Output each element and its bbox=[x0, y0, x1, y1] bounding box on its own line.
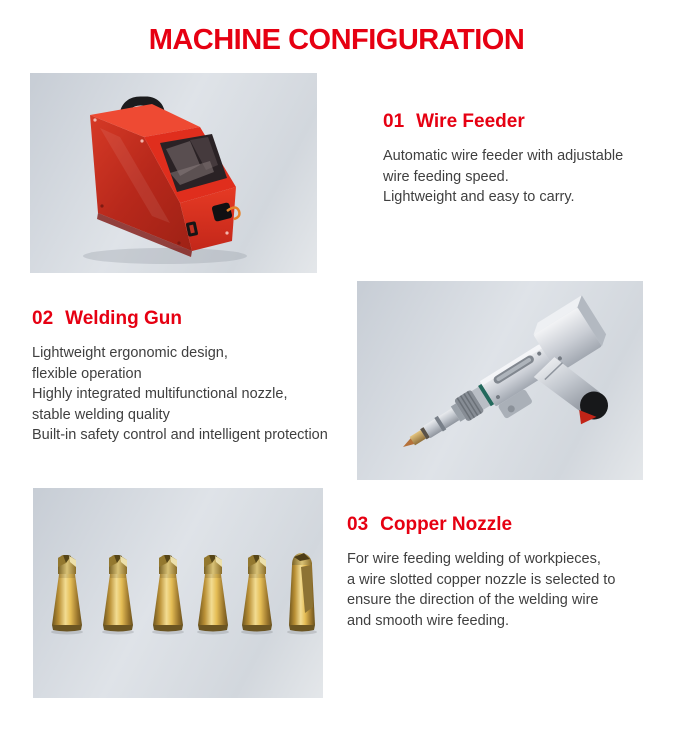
section-number: 02 bbox=[32, 308, 54, 329]
description-line: ensure the direction of the welding wire bbox=[347, 592, 599, 608]
section-name: Wire Feeder bbox=[416, 111, 525, 132]
section-01-heading bbox=[383, 111, 653, 133]
page-title: MACHINE CONFIGURATION bbox=[148, 24, 525, 56]
section-name: Welding Gun bbox=[65, 308, 182, 329]
description-line: Lightweight ergonomic design, bbox=[32, 345, 228, 361]
description-line: Built-in safety control and intelligent protection bbox=[32, 427, 328, 443]
description-line: wire feeding speed. bbox=[383, 168, 509, 185]
section-number: 01 bbox=[383, 111, 405, 132]
description-line: and smooth wire feeding. bbox=[347, 612, 510, 629]
description-line: Automatic wire feeder with adjustable bbox=[383, 148, 624, 164]
description-line: a wire slotted copper nozzle is selected to bbox=[347, 571, 616, 588]
nozzle-1 bbox=[51, 555, 83, 635]
copper-nozzle-photo bbox=[33, 488, 323, 698]
wire-feeder-photo bbox=[30, 73, 317, 273]
section-02-heading bbox=[32, 308, 362, 330]
description-line: For wire feeding welding of workpieces, bbox=[347, 551, 601, 567]
description-line: stable welding quality bbox=[32, 406, 170, 423]
description-line: Lightweight and easy to carry. bbox=[383, 189, 575, 205]
section-02-description bbox=[32, 343, 362, 446]
copper-nozzle-illustration bbox=[33, 488, 323, 698]
section-03-description bbox=[347, 549, 662, 631]
section-01-text bbox=[383, 111, 653, 208]
section-number: 03 bbox=[347, 514, 369, 535]
section-01-description bbox=[383, 146, 653, 208]
section-name: Copper Nozzle bbox=[380, 514, 513, 535]
section-03-text bbox=[347, 514, 662, 631]
nozzle-3 bbox=[152, 555, 184, 635]
nozzle-6 bbox=[287, 553, 317, 635]
section-02-text bbox=[32, 308, 362, 446]
welding-gun-photo bbox=[357, 281, 643, 480]
nozzle-5 bbox=[241, 555, 273, 635]
description-line: flexible operation bbox=[32, 365, 142, 382]
nozzle-4 bbox=[197, 555, 229, 635]
description-line: Highly integrated multifunctional nozzle, bbox=[32, 386, 288, 402]
section-03-heading bbox=[347, 514, 662, 536]
wire-feeder-illustration bbox=[30, 73, 317, 273]
welding-gun-illustration bbox=[357, 281, 643, 480]
nozzle-2 bbox=[102, 555, 134, 635]
